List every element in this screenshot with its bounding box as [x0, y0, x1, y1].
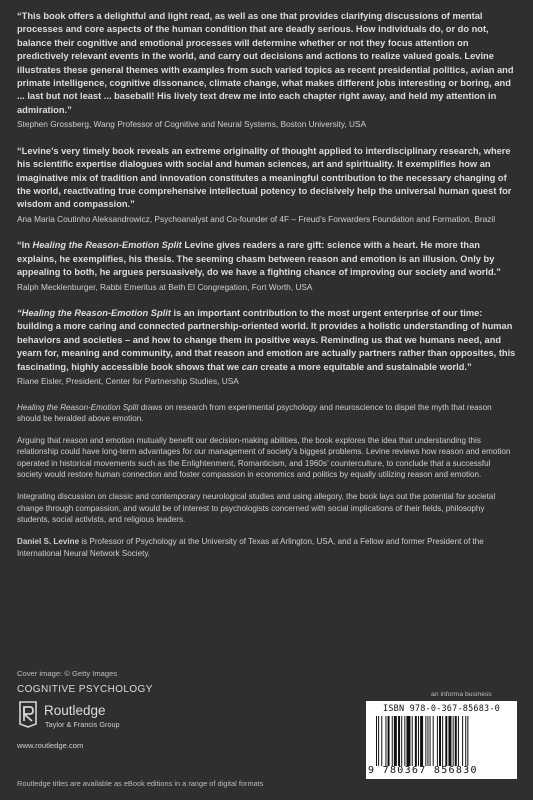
author-bio: Daniel S. Levine is Professor of Psychology at the University of Texas at Arlington, USA, and a Fellow and former President of the International Neural Network Society. [17, 537, 484, 558]
barcode-bar [415, 716, 417, 766]
barcode-bar [455, 716, 457, 766]
routledge-logo-icon [17, 700, 39, 728]
quote-4-attribution: Riane Eisler, President, Center for Partnership Studies, USA [17, 376, 239, 387]
publisher-subtitle: Taylor & Francis Group [45, 720, 120, 729]
barcode-bar [388, 716, 390, 766]
barcode-bar [392, 716, 393, 766]
barcode-bar [467, 716, 468, 766]
publisher-name: Routledge [44, 703, 106, 718]
barcode-bar [439, 716, 441, 766]
barcode-bar [462, 716, 463, 766]
barcode [366, 701, 517, 779]
barcode-bar [433, 716, 434, 766]
quote-2-attribution: Ana Maria Coutinho Aleksandrowicz, Psychoanalyst and Co-founder of 4F – Freud’s Forwarders Foundation and Formation, Brazil [17, 213, 496, 224]
cover-image-credit: Cover image: © Getty Images [17, 669, 118, 678]
quote-3-attribution: Ralph Mecklenburger, Rabbi Emeritus at Beth El Congregation, Fort Worth, USA [17, 281, 313, 292]
barcode-bar [442, 716, 443, 766]
barcode-bar [458, 716, 459, 766]
isbn-label: ISBN 978-0-367-85683-0 [383, 704, 500, 714]
quote-1-attribution: Stephen Grossberg, Wang Professor of Cognitive and Neural Systems, Boston University, USA [17, 119, 367, 130]
barcode-bar [445, 716, 447, 766]
barcode-bar [425, 716, 426, 766]
barcode-bar [420, 716, 423, 766]
quote-2: “Levine’s very timely book reveals an extreme originality of thought applied to interdisciplinary research, where his scientific expertise dialogues with social and human sciences, art and spirituality. It exemplifies how an imaginative mix of tradition and innovation constitutes a meaningful contribution to the necessary changing of the world, reactivating true comprehensive intellectual potency to decisively help the universal human quest for wisdom and compassion.” [17, 145, 512, 210]
publisher-block [17, 700, 157, 740]
ean-number: 9 780367 856830 [368, 765, 478, 776]
barcode-bar [378, 716, 379, 766]
barcode-bar [404, 716, 405, 766]
barcode-bar [453, 716, 454, 766]
publisher-url: www.routledge.com [17, 741, 84, 750]
barcode-bar [448, 716, 451, 766]
barcode-bar [412, 716, 413, 766]
barcode-bar [427, 716, 428, 766]
barcode-bar [401, 716, 402, 766]
quote-3: “In Healing the Reason-Emotion Split Levine gives readers a rare gift: science with a heart. He more than explains, he exemplifies, his thesis. The seeming chasm between reason and emotion is an illusion. Only by appealing to both, he argues persuasively, do we have a fighting chance of improving our society and world.” [17, 240, 501, 278]
barcode-bar [381, 716, 382, 766]
barcode-bar [430, 716, 431, 766]
barcode-bars [376, 716, 512, 766]
quote-1: “This book offers a delightful and light read, as well as one that provides clarifying discussions of mental processes and core aspects of the human condition that are deadly serious. How individuals do, or do not, balance their cognitive and emotional processes will determine whether or not they focus attention on predictively relevant events in the world, and carry out decisions and actions to realize valued goals. Levine illustrates these general themes with examples from such varied topics as recent presidential politics, avian and primate intelligence, cognitive dissonance, climate change, what makes different jobs interesting or boring, and ... last but not least ... baseball! His lively text drew me into each chapter right away, and held my attention in admiration.” [17, 11, 514, 115]
barcode-bar [437, 716, 438, 766]
subject-category: COGNITIVE PSYCHOLOGY [17, 684, 153, 695]
informa-business-label: an informa business [431, 691, 492, 698]
barcode-bar [394, 716, 397, 766]
barcode-bar [418, 716, 419, 766]
barcode-bar [406, 716, 410, 766]
barcode-bar [398, 716, 400, 766]
description-paragraph-2: Arguing that reason and emotion mutually benefit our decision-making abilities, the book explores the idea that understanding this relationship could have long-term advantages for our management of society’s biggest problems. Levine reviews how reason and emotion operated in historical movements such as the Enlightenment, Romanticism, and 1960s’ counterculture, to conclude that a successful society would restore human connection and foster compassion in economics and politics by equally utilizing reason and emotion. [17, 436, 511, 480]
description-paragraph-3: Integrating discussion on classic and contemporary neurological studies and using allegory, the book lays out the potential for societal change through compassion, and would be of interest to psychologists concerned with social implications of their fields, philosophy students, social activists, and religious leaders. [17, 492, 496, 524]
quote-4: “Healing the Reason-Emotion Split is an important contribution to the most urgent enterprise of our time: building a more caring and connected partnership-oriented world. It provides a holistic understanding of human behaviors and societies – and how to change them in positive ways. Reminding us that we humans need, and yearn for, meaning and community, and that reason and emotion are actually partners rather than opposites, this fascinating, highly accessible book shows that we can create a more equitable and sustainable world.” [17, 308, 516, 372]
barcode-bar [465, 716, 466, 766]
cover-text [17, 10, 517, 570]
barcode-bar [376, 716, 377, 766]
barcode-bar [385, 716, 386, 766]
ebook-note: Routledge titles are available as eBook editions in a range of digital formats [17, 779, 264, 788]
description-paragraph-1: Healing the Reason-Emotion Split draws on research from experimental psychology and neuroscience to dispel the myth that reason should be heralded above emotion. [17, 402, 492, 423]
